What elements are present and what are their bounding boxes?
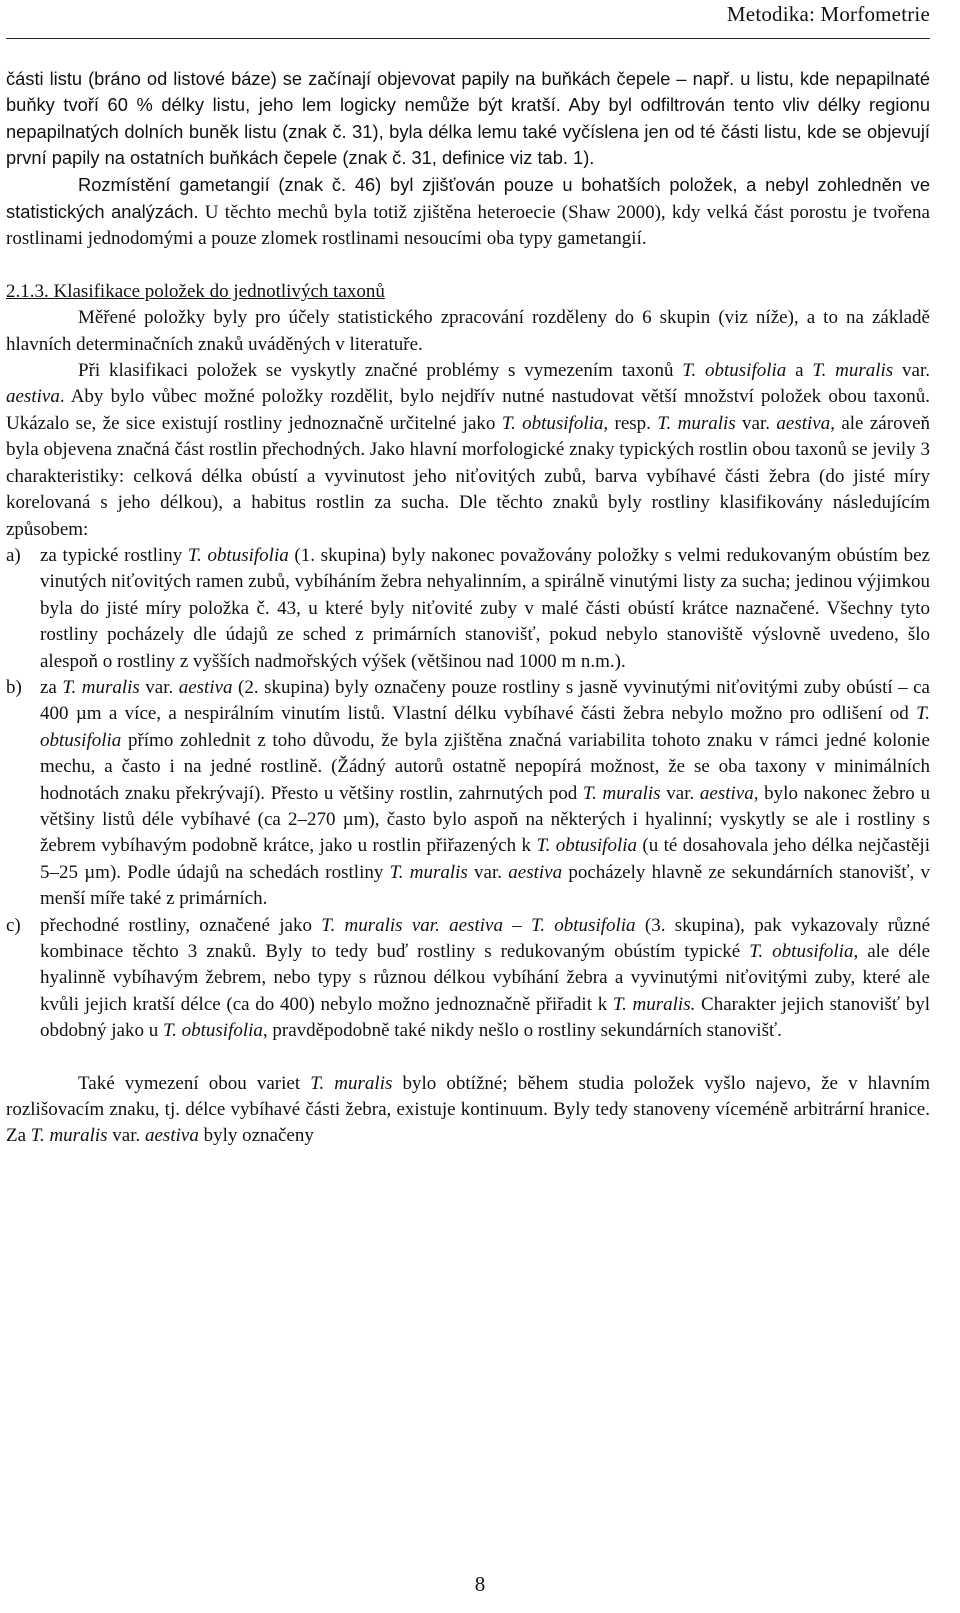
- page-body: [6, 66, 930, 1150]
- list-item-a: [6, 543, 930, 675]
- list-item-b: [6, 675, 930, 913]
- section-paragraph-1: Měřené položky byly pro účely statistického zpracování rozděleny do 6 skupin (viz níže), a to na základě hlavních determinačních znaků uváděných v literatuře.: [6, 307, 930, 355]
- list-item-text: za T. muralis var. aestiva (2. skupina) byly označeny pouze rostliny s jasně vyvinutými niťovitými zuby obústí – ca 400 µm a více, a nespirálním vinutím listů. Vlastní délku vybíhavé části žebra nebylo možno pro odlišení od T. obtusifolia přímo zohlednit z toho důvodu, že byla zjištěna značná variabilita tohoto znaku v rámci jedné kolonie mechu, a často i na jedné rostlině. (Žádný autorů ostatně nepopírá možnost, že se oba taxony v minimálních hodnotách znaku překrývají). Přesto u většiny rostlin, zahrnutých pod T. muralis var. aestiva, bylo nakonec žebro u většiny listů déle vybíhavé (ca 2–270 µm), často bylo aspoň na některých i hyalinní; vyskytly se ale i rostliny s žebrem vybíhavým podobně krátce, jako u rostlin přiřazených k T. obtusifolia (u té dosahovala jeho délka nejčastěji 5–25 µm). Podle údajů na schedách rostliny T. muralis var. aestiva pocházely hlavně ze sekundárních stanovišť, v menší míře také z primárních.: [40, 676, 930, 910]
- section-heading: [6, 279, 930, 305]
- header-title: Metodika: Morfometrie: [726, 2, 930, 26]
- gametangia-sentence: Rozmístění gametangií (znak č. 46) byl zjišťován pouze u bohatších položek, a nebyl zohledněn ve statistických analýzách.: [6, 173, 930, 223]
- list-marker: b): [6, 676, 22, 698]
- running-header: [6, 0, 930, 39]
- section-paragraph-2: Při klasifikaci položek se vyskytly značné problémy s vymezením taxonů T. obtusifolia a T. muralis var. aestiva. Aby bylo vůbec možné položky rozdělit, bylo nejdřív nutné nastudovat větší množství položek obou taxonů. Ukázalo se, že sice existují rostliny jednoznačně určitelné jako T. obtusifolia, resp. T. muralis var. aestiva, ale zároveň byla objevena značná část rostlin přechodných. Jako hlavní morfologické znaky typických rostlin obou taxonů se jevily 3 charakteristiky: celková délka obústí a vyvinutost jeho niťovitých zubů, barva vybíhavé části žebra (do jisté míry korelovaná s jeho délkou), a habitus rostlin za sucha. Dle těchto znaků byly rostliny klasifikovány následujícím způsobem:: [6, 360, 931, 540]
- heteroecie-sentence: U těchto mechů byla totiž zjištěna heteroecie (Shaw 2000), kdy velká část porostu je tvořena rostlinami jednodomými a pouze zlomek rostlinami nesoucími oba typy gametangií.: [6, 202, 930, 250]
- page-number: 8: [474, 1572, 486, 1596]
- list-item-text: přechodné rostliny, označené jako T. muralis var. aestiva – T. obtusifolia (3. skupina), pak vykazovaly různé kombinace těchto 3 znaků. Byly to tedy buď rostliny s redukovaným obústím typické T. obtusifolia, ale déle hyalinně vybíhavým žebrem, nebo typy s různou délkou vybíhání žebra a vyvinutými niťovitými zuby, které ale kvůli jejich kratší délce (ca do 400) nebylo možno jednoznačně přiřadit k T. muralis. Charakter jejich stanovišť byl obdobný jako u T. obtusifolia, pravděpodobně také nikdy nešlo o rostliny sekundárních stanovišť.: [40, 914, 931, 1042]
- list-marker: a): [6, 544, 21, 566]
- spacer: [6, 1045, 930, 1071]
- list-item-c: [6, 913, 930, 1045]
- spacer: [6, 253, 930, 279]
- section-heading-text: 2.1.3. Klasifikace položek do jednotlivých taxonů: [6, 280, 385, 302]
- gametangia-paragraph: [6, 172, 930, 253]
- list-marker: c): [6, 914, 21, 936]
- list-item-text: za typické rostliny T. obtusifolia (1. skupina) byly nakonec považovány položky s velmi redukovaným obústím bez vinutých niťovitých ramen zubů, vybíháním žebra nehyalinním, a spirálně vinutými listy za sucha; jedinou výjimkou byla do jisté míry položka č. 43, u které byly niťovité zuby v malé části obústí krátce naznačené. Všechny tyto rostliny pocházely dle údajů ze sched z primárních stanovišť, pokud nebylo stanoviště výslovně uvedeno, šlo alespoň o rostliny z vyšších nadmořských výšek (většinou nad 1000 m n.m.).: [40, 544, 930, 672]
- intro-paragraph: části listu (bráno od listové báze) se začínají objevovat papily na buňkách čepele – např. u listu, kde nepapilnaté buňky tvoří 60 % délky listu, jeho lem logicky nemůže být kratší. Aby byl odfiltrován tento vliv délky regionu nepapilnatých dolních buněk listu (znak č. 31), byla délka lemu také vyčíslena jen od té části listu, kde se objevují první papily na ostatních buňkách čepele (znak č. 31, definice viz tab. 1).: [6, 68, 930, 169]
- closing-paragraph: Také vymezení obou variet T. muralis bylo obtížné; během studia položek vyšlo najevo, že v hlavním rozlišovacím znaku, tj. délce vybíhavé části žebra, existuje kontinuum. Byly tedy stanoveny víceméně arbitrární hranice. Za T. muralis var. aestiva byly označeny: [6, 1072, 930, 1147]
